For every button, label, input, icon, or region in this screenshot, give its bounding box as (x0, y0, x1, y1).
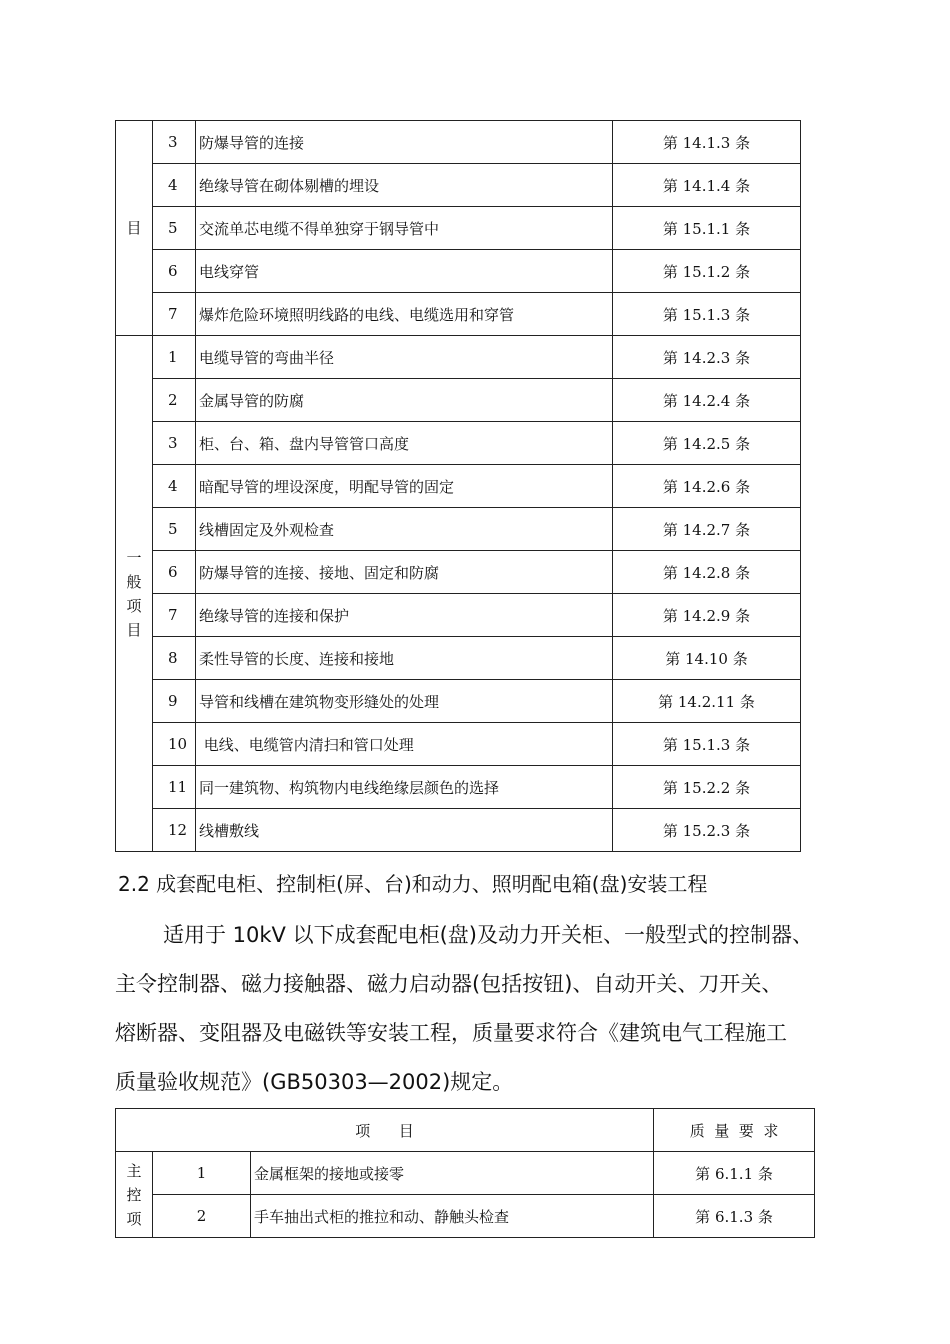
row-reference: 第 14.2.3 条 (613, 336, 801, 379)
row-item: 绝缘导管在砌体剔槽的埋设 (196, 164, 613, 207)
quality-table-2 (115, 1108, 815, 1238)
table-row (116, 637, 801, 680)
row-number: 11 (153, 766, 196, 809)
table-row (116, 680, 801, 723)
table-row (116, 766, 801, 809)
row-reference: 第 15.1.3 条 (613, 293, 801, 336)
row-item: 同一建筑物、构筑物内电线绝缘层颜色的选择 (196, 766, 613, 809)
table-row (116, 336, 801, 379)
quality-table-2-body (116, 1109, 815, 1238)
row-item: 防爆导管的连接 (196, 121, 613, 164)
row-reference: 第 6.1.3 条 (654, 1195, 815, 1238)
row-item: 电线、电缆管内清扫和管口处理 (196, 723, 613, 766)
row-reference: 第 6.1.1 条 (654, 1152, 815, 1195)
table-header-row (116, 1109, 815, 1152)
row-number: 7 (153, 594, 196, 637)
row-number: 1 (153, 336, 196, 379)
header-item: 项 目 (116, 1109, 654, 1152)
row-number: 9 (153, 680, 196, 723)
table-row (116, 1152, 815, 1195)
section-paragraph (115, 911, 855, 1107)
row-item: 绝缘导管的连接和保护 (196, 594, 613, 637)
row-number: 8 (153, 637, 196, 680)
row-item: 防爆导管的连接、接地、固定和防腐 (196, 551, 613, 594)
row-item: 柔性导管的长度、连接和接地 (196, 637, 613, 680)
category-label: 目 (126, 219, 142, 237)
row-item: 金属导管的防腐 (196, 379, 613, 422)
row-item: 电线穿管 (196, 250, 613, 293)
row-item: 柜、台、箱、盘内导管管口高度 (196, 422, 613, 465)
row-number: 6 (153, 551, 196, 594)
table-row (116, 508, 801, 551)
row-reference: 第 14.10 条 (613, 637, 801, 680)
row-number: 2 (153, 379, 196, 422)
table-row (116, 121, 801, 164)
table-row (116, 422, 801, 465)
table-row (116, 723, 801, 766)
table-row (116, 250, 801, 293)
table-row (116, 809, 801, 852)
row-number: 2 (153, 1195, 251, 1238)
category-cell (116, 121, 153, 336)
row-reference: 第 14.2.8 条 (613, 551, 801, 594)
paragraph-line: 适用于 10kV 以下成套配电柜(盘)及动力开关柜、一般型式的控制器、 (163, 923, 813, 947)
quality-table-1 (115, 120, 801, 852)
row-number: 6 (153, 250, 196, 293)
row-reference: 第 15.1.2 条 (613, 250, 801, 293)
row-item: 爆炸危险环境照明线路的电线、电缆选用和穿管 (196, 293, 613, 336)
table-row (116, 1195, 815, 1238)
table-row (116, 207, 801, 250)
section-title: 2.2 成套配电柜、控制柜(屏、台)和动力、照明配电箱(盘)安装工程 (118, 872, 708, 896)
row-number: 4 (153, 164, 196, 207)
row-number: 5 (153, 508, 196, 551)
row-item: 线槽固定及外观检查 (196, 508, 613, 551)
row-reference: 第 15.2.2 条 (613, 766, 801, 809)
paragraph-line: 质量验收规范》(GB50303—2002)规定。 (115, 1070, 514, 1094)
row-reference: 第 14.2.11 条 (613, 680, 801, 723)
row-number: 4 (153, 465, 196, 508)
row-reference: 第 14.2.4 条 (613, 379, 801, 422)
row-reference: 第 15.2.3 条 (613, 809, 801, 852)
table-row (116, 465, 801, 508)
quality-table-1-body (116, 121, 801, 852)
row-number: 3 (153, 422, 196, 465)
row-reference: 第 14.1.3 条 (613, 121, 801, 164)
table-row (116, 293, 801, 336)
table-row (116, 379, 801, 422)
row-reference: 第 15.1.3 条 (613, 723, 801, 766)
row-item: 线槽敷线 (196, 809, 613, 852)
row-number: 3 (153, 121, 196, 164)
row-number: 1 (153, 1152, 251, 1195)
row-reference: 第 14.2.5 条 (613, 422, 801, 465)
category-cell (116, 1152, 153, 1238)
header-requirement: 质 量 要 求 (654, 1109, 815, 1152)
row-item: 交流单芯电缆不得单独穿于钢导管中 (196, 207, 613, 250)
row-reference: 第 15.1.1 条 (613, 207, 801, 250)
row-item: 电缆导管的弯曲半径 (196, 336, 613, 379)
row-number: 7 (153, 293, 196, 336)
row-reference: 第 14.1.4 条 (613, 164, 801, 207)
row-item: 手车抽出式柜的推拉和动、静触头检查 (251, 1195, 654, 1238)
row-item: 导管和线槽在建筑物变形缝处的处理 (196, 680, 613, 723)
table-row (116, 164, 801, 207)
row-reference: 第 14.2.6 条 (613, 465, 801, 508)
row-item: 金属框架的接地或接零 (251, 1152, 654, 1195)
table-row (116, 594, 801, 637)
paragraph-line: 主令控制器、磁力接触器、磁力启动器(包括按钮)、自动开关、刀开关、 (115, 972, 783, 996)
row-number: 5 (153, 207, 196, 250)
row-number: 10 (153, 723, 196, 766)
category-label: 主控项 (126, 1161, 142, 1228)
row-reference: 第 14.2.9 条 (613, 594, 801, 637)
row-reference: 第 14.2.7 条 (613, 508, 801, 551)
paragraph-line: 熔断器、变阻器及电磁铁等安装工程，质量要求符合《建筑电气工程施工 (115, 1021, 787, 1045)
row-number: 12 (153, 809, 196, 852)
row-item: 暗配导管的埋设深度，明配导管的固定 (196, 465, 613, 508)
category-label: 一般项目 (126, 548, 142, 639)
table-row (116, 551, 801, 594)
category-cell (116, 336, 153, 852)
